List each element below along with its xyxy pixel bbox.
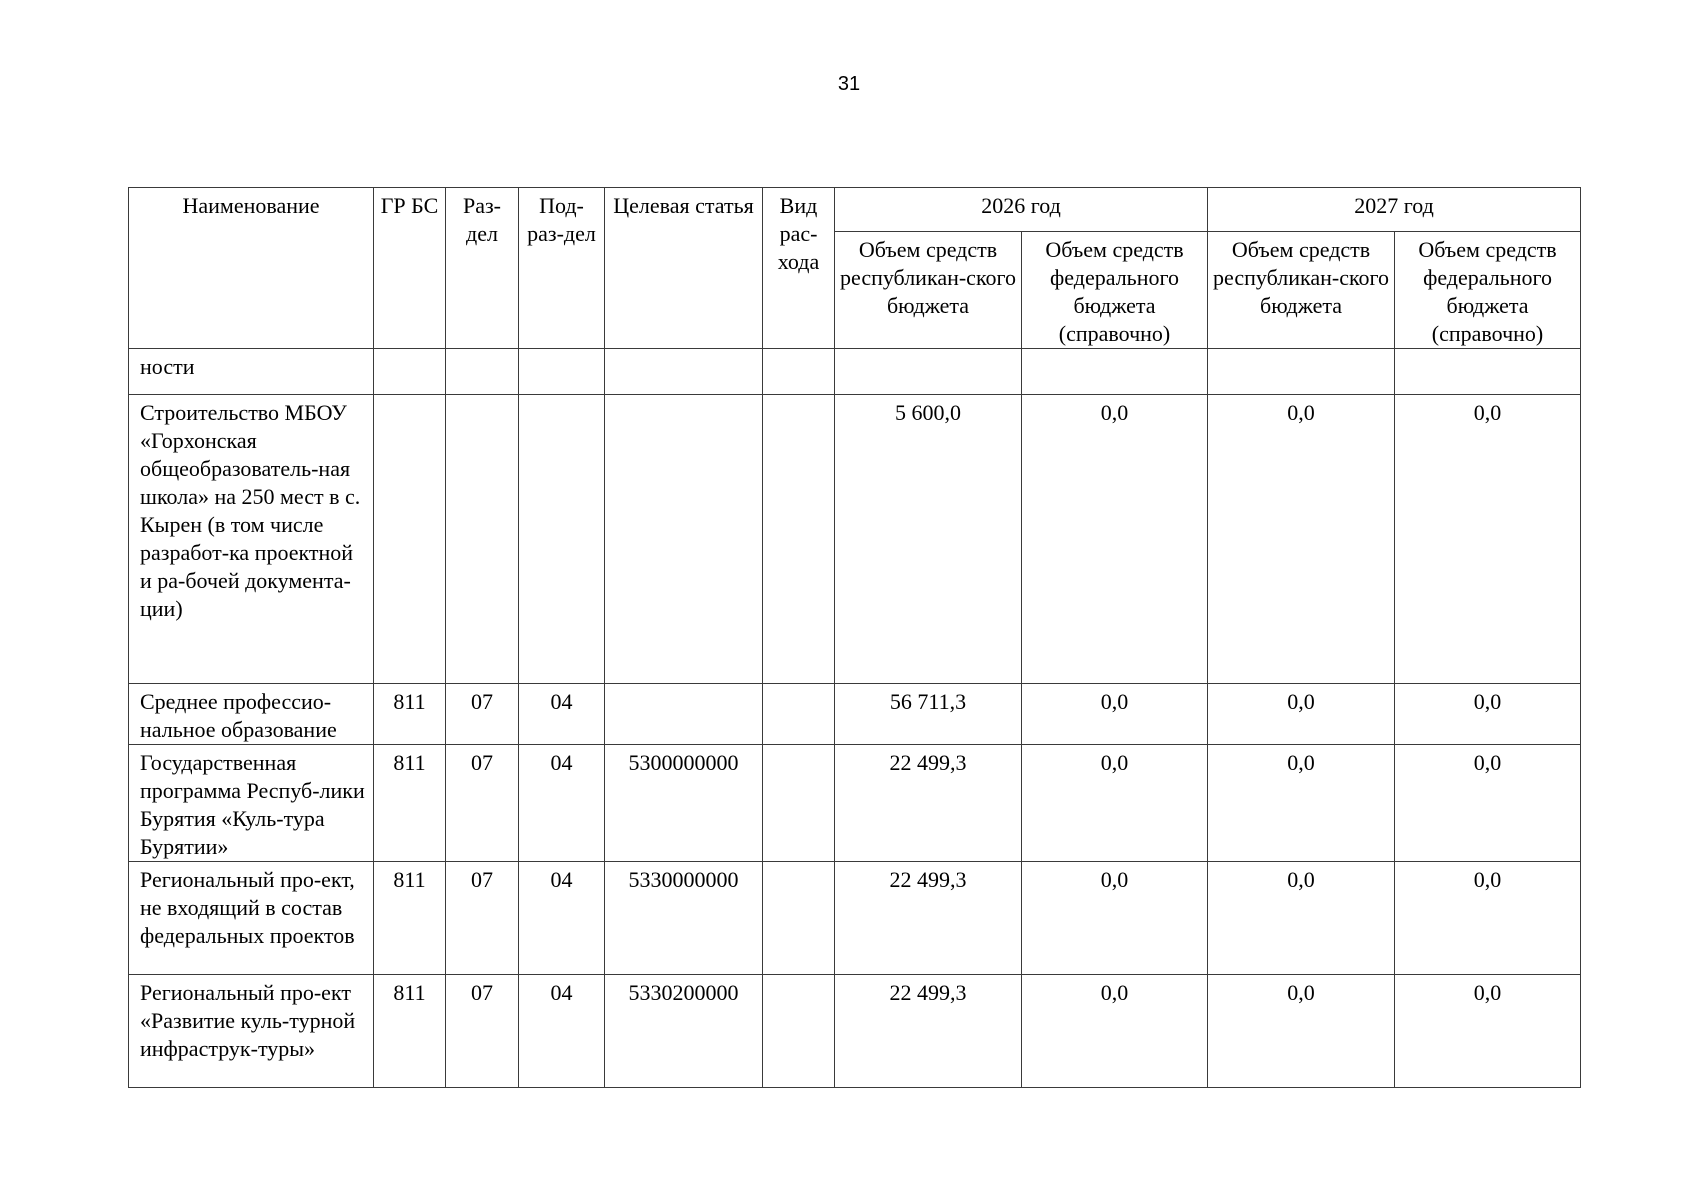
cell-name: Региональный про-ект «Развитие куль-турной инфраструк-туры» xyxy=(129,975,374,1088)
cell-2026-federal: 0,0 xyxy=(1022,862,1208,975)
header-razdel: Раз-дел xyxy=(446,188,519,349)
header-row-top xyxy=(129,188,1581,232)
cell-razdel: 07 xyxy=(446,862,519,975)
cell-2026-federal xyxy=(1022,349,1208,395)
header-2027-republican: Объем средств республикан-ского бюджета xyxy=(1208,232,1395,349)
cell-expense-type xyxy=(763,862,835,975)
cell-podrazdel xyxy=(519,395,605,684)
cell-2026-republican: 22 499,3 xyxy=(835,862,1022,975)
cell-razdel: 07 xyxy=(446,684,519,745)
cell-name: Государственная программа Респуб-лики Бурятия «Куль-тура Бурятии» xyxy=(129,745,374,862)
cell-target-article: 5300000000 xyxy=(605,745,763,862)
cell-expense-type xyxy=(763,975,835,1088)
cell-2026-republican: 22 499,3 xyxy=(835,745,1022,862)
cell-2026-federal: 0,0 xyxy=(1022,745,1208,862)
cell-name: Региональный про-ект, не входящий в состав федеральных проектов xyxy=(129,862,374,975)
cell-razdel xyxy=(446,395,519,684)
cell-target-article xyxy=(605,684,763,745)
cell-2027-federal: 0,0 xyxy=(1395,745,1581,862)
cell-expense-type xyxy=(763,684,835,745)
header-year-2027: 2027 год xyxy=(1208,188,1581,232)
header-name: Наименование xyxy=(129,188,374,349)
header-expense-type: Вид рас-хода xyxy=(763,188,835,349)
header-2026-federal: Объем средств федерального бюджета (справочно) xyxy=(1022,232,1208,349)
cell-2027-republican: 0,0 xyxy=(1208,745,1395,862)
table-row xyxy=(129,349,1581,395)
cell-grbs: 811 xyxy=(374,975,446,1088)
cell-razdel: 07 xyxy=(446,975,519,1088)
cell-expense-type xyxy=(763,349,835,395)
header-grbs: ГР БС xyxy=(374,188,446,349)
cell-name: Строительство МБОУ «Горхонская общеобразователь-ная школа» на 250 мест в с. Кырен (в том числе разработ-ка проектной и ра-бочей документа-ции) xyxy=(129,395,374,684)
cell-2027-republican xyxy=(1208,349,1395,395)
header-2027-federal: Объем средств федерального бюджета (справочно) xyxy=(1395,232,1581,349)
header-podrazdel: Под-раз-дел xyxy=(519,188,605,349)
cell-name: Среднее профессио-нальное образование xyxy=(129,684,374,745)
cell-2026-republican: 5 600,0 xyxy=(835,395,1022,684)
cell-grbs: 811 xyxy=(374,745,446,862)
cell-expense-type xyxy=(763,395,835,684)
cell-target-article xyxy=(605,349,763,395)
budget-table xyxy=(128,187,1581,1088)
cell-grbs: 811 xyxy=(374,862,446,975)
table-row xyxy=(129,975,1581,1088)
cell-podrazdel xyxy=(519,349,605,395)
table-header xyxy=(129,188,1581,349)
cell-2026-republican xyxy=(835,349,1022,395)
cell-2027-republican: 0,0 xyxy=(1208,975,1395,1088)
cell-grbs xyxy=(374,349,446,395)
cell-podrazdel: 04 xyxy=(519,684,605,745)
cell-2027-federal: 0,0 xyxy=(1395,684,1581,745)
table-row xyxy=(129,395,1581,684)
table-row xyxy=(129,745,1581,862)
cell-2026-federal: 0,0 xyxy=(1022,975,1208,1088)
cell-2026-republican: 56 711,3 xyxy=(835,684,1022,745)
cell-razdel: 07 xyxy=(446,745,519,862)
cell-grbs xyxy=(374,395,446,684)
header-year-2026: 2026 год xyxy=(835,188,1208,232)
cell-podrazdel: 04 xyxy=(519,862,605,975)
cell-podrazdel: 04 xyxy=(519,745,605,862)
cell-2027-republican: 0,0 xyxy=(1208,684,1395,745)
cell-2026-federal: 0,0 xyxy=(1022,684,1208,745)
cell-2026-republican: 22 499,3 xyxy=(835,975,1022,1088)
table-body xyxy=(129,349,1581,1088)
cell-2027-republican: 0,0 xyxy=(1208,862,1395,975)
page-number: 31 xyxy=(837,73,861,95)
cell-2027-federal xyxy=(1395,349,1581,395)
cell-podrazdel: 04 xyxy=(519,975,605,1088)
table-row xyxy=(129,684,1581,745)
cell-grbs: 811 xyxy=(374,684,446,745)
cell-2026-federal: 0,0 xyxy=(1022,395,1208,684)
cell-razdel xyxy=(446,349,519,395)
header-2026-republican: Объем средств республикан-ского бюджета xyxy=(835,232,1022,349)
cell-expense-type xyxy=(763,745,835,862)
cell-target-article: 5330000000 xyxy=(605,862,763,975)
cell-2027-federal: 0,0 xyxy=(1395,975,1581,1088)
cell-target-article xyxy=(605,395,763,684)
table-row xyxy=(129,862,1581,975)
header-target-article: Целевая статья xyxy=(605,188,763,349)
cell-2027-federal: 0,0 xyxy=(1395,395,1581,684)
cell-target-article: 5330200000 xyxy=(605,975,763,1088)
cell-2027-republican: 0,0 xyxy=(1208,395,1395,684)
cell-2027-federal: 0,0 xyxy=(1395,862,1581,975)
cell-name: ности xyxy=(129,349,374,395)
